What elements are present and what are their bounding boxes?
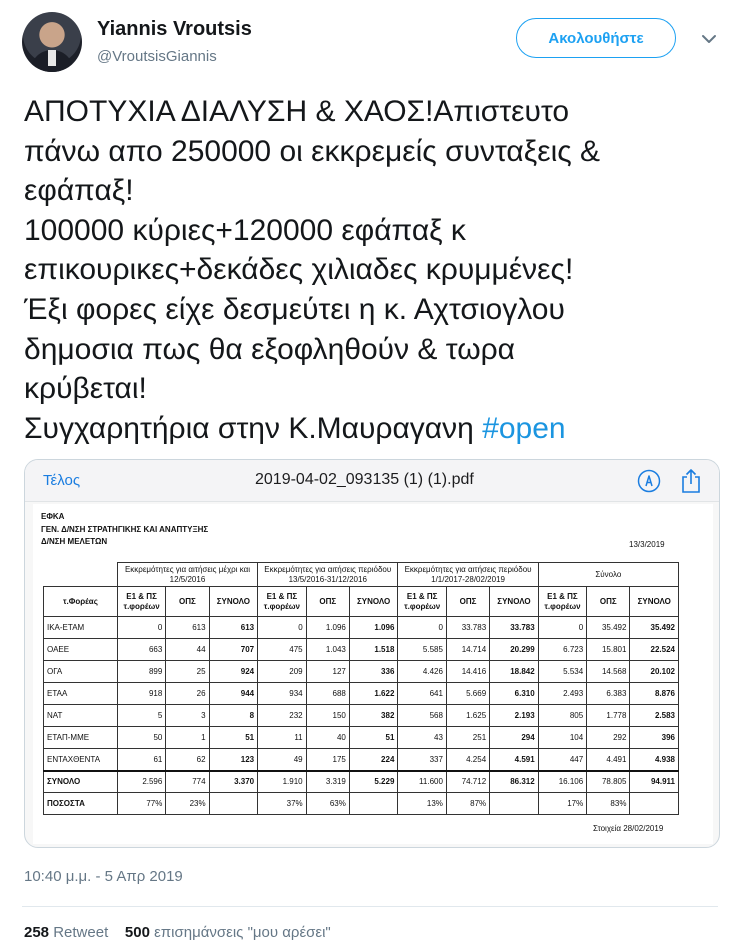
tweet-line: Έξι φορες είχε δεσμεύτει η κ. Αχτσιογλου (24, 292, 565, 326)
table-group-header-row (44, 563, 679, 587)
column-header: ΟΠΣ (166, 587, 209, 617)
table-row (44, 771, 679, 793)
table-row (44, 639, 679, 661)
table-cell: 292 (587, 727, 630, 749)
table-cell: 224 (349, 749, 398, 771)
column-header: ΣΥΝΟΛΟ (209, 587, 258, 617)
pdf-filename: 2019-04-02_093135 (1) (1).pdf (255, 471, 474, 488)
table-cell: 641 (398, 683, 447, 705)
column-header: Ε1 & ΠΣ τ.φορέων (117, 587, 166, 617)
column-header: τ.Φορέας (44, 587, 118, 617)
table-cell: 5.669 (446, 683, 489, 705)
table-cell: 44 (166, 639, 209, 661)
table-cell: 17% (538, 793, 587, 815)
tweet-line: επικουρικες+δεκάδες χιλιαδες κρυμμένες! (24, 253, 574, 287)
table-cell: 40 (306, 727, 349, 749)
tweet-timestamp[interactable]: 10:40 μ.μ. - 5 Απρ 2019 (24, 868, 183, 885)
row-label: ΠΟΣΟΣΤΑ (44, 793, 118, 815)
column-header: ΣΥΝΟΛΟ (490, 587, 539, 617)
column-header: ΟΠΣ (446, 587, 489, 617)
table-cell: 2.596 (117, 771, 166, 793)
table-cell: 3 (166, 705, 209, 727)
table-cell (209, 793, 258, 815)
row-label: ΕΝΤΑΧΘΕΝΤΑ (44, 749, 118, 771)
table-cell: 25 (166, 661, 209, 683)
table-cell: 74.712 (446, 771, 489, 793)
table-cell: 14.416 (446, 661, 489, 683)
table-cell: 51 (349, 727, 398, 749)
chevron-down-icon[interactable] (698, 28, 720, 50)
tweet-line: εφάπαξ! (24, 174, 134, 208)
table-cell: 123 (209, 749, 258, 771)
table-cell: 14.568 (587, 661, 630, 683)
table-cell: 396 (630, 727, 679, 749)
table-cell: 1 (166, 727, 209, 749)
table-cell: 87% (446, 793, 489, 815)
table-body (44, 617, 679, 815)
row-label: ΣΥΝΟΛΟ (44, 771, 118, 793)
table-cell: 805 (538, 705, 587, 727)
row-label: ΕΤΑΑ (44, 683, 118, 705)
tweet-line: 100000 κύριες+120000 εφάπαξ κ (24, 213, 466, 247)
table-cell: 33.783 (490, 617, 539, 639)
table-cell: 83% (587, 793, 630, 815)
done-button[interactable]: Τέλος (43, 472, 81, 489)
display-name[interactable]: Yiannis Vroutsis (97, 18, 252, 40)
retweet-count[interactable]: 258 (24, 924, 50, 941)
like-count[interactable]: 500 (124, 924, 150, 941)
table-cell: 175 (306, 749, 349, 771)
table-cell: 63% (306, 793, 349, 815)
table-cell: 774 (166, 771, 209, 793)
hashtag-link[interactable]: #open (482, 411, 566, 445)
group-header: Εκκρεμότητες για αιτήσεις μέχρι και 12/5/2016 (117, 563, 257, 587)
pdf-image[interactable] (24, 459, 720, 848)
table-cell: 78.805 (587, 771, 630, 793)
table-cell: 2.193 (490, 705, 539, 727)
markup-pen-icon[interactable] (637, 469, 661, 493)
row-label: ΙΚΑ-ΕΤΑΜ (44, 617, 118, 639)
table-cell: 50 (117, 727, 166, 749)
tweet-line-last (24, 409, 724, 449)
row-label: ΕΤΑΠ-ΜΜΕ (44, 727, 118, 749)
tweet-stats (24, 924, 331, 941)
table-cell: 232 (258, 705, 307, 727)
table-cell: 26 (166, 683, 209, 705)
pdf-sheet (33, 504, 713, 844)
row-label: ΟΓΑ (44, 661, 118, 683)
pdf-toolbar (25, 460, 719, 502)
group-header: Εκκρεμότητες για αιτήσεις περιόδου 13/5/2016-31/12/2016 (258, 563, 398, 587)
tweet-line: κρύβεται! (24, 372, 147, 406)
table-cell: 0 (117, 617, 166, 639)
table-row (44, 661, 679, 683)
table-cell: 3.319 (306, 771, 349, 793)
table-cell: 899 (117, 661, 166, 683)
table-cell: 382 (349, 705, 398, 727)
table-cell: 77% (117, 793, 166, 815)
table-cell: 49 (258, 749, 307, 771)
row-label: ΝΑΤ (44, 705, 118, 727)
table-cell: 1.625 (446, 705, 489, 727)
column-header: ΣΥΝΟΛΟ (630, 587, 679, 617)
table-cell: 0 (398, 617, 447, 639)
table-cell: 336 (349, 661, 398, 683)
table-cell: 14.714 (446, 639, 489, 661)
table-cell: 11.600 (398, 771, 447, 793)
table-cell: 0 (258, 617, 307, 639)
table-cell: 104 (538, 727, 587, 749)
table-row (44, 617, 679, 639)
table-cell: 1.622 (349, 683, 398, 705)
table-cell: 20.102 (630, 661, 679, 683)
table-cell: 1.096 (349, 617, 398, 639)
table-cell: 5 (117, 705, 166, 727)
table-cell: 33.783 (446, 617, 489, 639)
table-cell: 707 (209, 639, 258, 661)
table-cell: 1.043 (306, 639, 349, 661)
table-cell: 23% (166, 793, 209, 815)
table-cell: 16.106 (538, 771, 587, 793)
table-cell: 35.492 (630, 617, 679, 639)
tweet-header (22, 12, 722, 74)
table-cell: 209 (258, 661, 307, 683)
table-cell: 61 (117, 749, 166, 771)
table-cell: 918 (117, 683, 166, 705)
table-cell: 5.585 (398, 639, 447, 661)
table-cell: 4.591 (490, 749, 539, 771)
org-line: Δ/ΝΣΗ ΜΕΛΕΤΩΝ (41, 537, 108, 546)
tweet-line-text: Συγχαρητήρια στην Κ.Μαυραγανη (24, 411, 483, 445)
table-cell: 15.801 (587, 639, 630, 661)
tweet-line: δημοσια πως θα εξοφληθούν & τωρα (24, 332, 516, 366)
table-cell: 251 (446, 727, 489, 749)
table-cell: 13% (398, 793, 447, 815)
table-cell: 8 (209, 705, 258, 727)
org-line: ΓΕΝ. Δ/ΝΣΗ ΣΤΡΑΤΗΓΙΚΗΣ ΚΑΙ ΑΝΑΠΤΥΞΗΣ (41, 525, 209, 534)
table-cell: 1.910 (258, 771, 307, 793)
column-header: ΟΠΣ (587, 587, 630, 617)
table-cell: 0 (538, 617, 587, 639)
table-cell: 688 (306, 683, 349, 705)
table-cell: 568 (398, 705, 447, 727)
table-cell: 150 (306, 705, 349, 727)
report-date: 13/3/2019 (629, 540, 665, 549)
avatar[interactable] (22, 12, 82, 72)
table-row (44, 749, 679, 771)
table-row (44, 727, 679, 749)
table-cell: 8.876 (630, 683, 679, 705)
table-cell: 337 (398, 749, 447, 771)
avatar-shirt (48, 50, 56, 66)
data-date-footnote: Στοιχεία 28/02/2019 (593, 824, 664, 833)
org-line: ΕΦΚΑ (41, 512, 65, 521)
table-cell: 294 (490, 727, 539, 749)
table-cell: 43 (398, 727, 447, 749)
table-cell: 4.938 (630, 749, 679, 771)
follow-button[interactable]: Ακολουθήστε (516, 18, 676, 58)
divider (22, 906, 718, 907)
table-cell: 5.534 (538, 661, 587, 683)
table-cell: 62 (166, 749, 209, 771)
row-label: ΟΑΕΕ (44, 639, 118, 661)
table-cell: 934 (258, 683, 307, 705)
tweet-line: ΑΠΟΤΥΧΙΑ ΔΙΑΛΥΣΗ & ΧΑΟΣ!Απιστευτο (24, 95, 570, 128)
table-cell: 94.911 (630, 771, 679, 793)
table-cell: 4.491 (587, 749, 630, 771)
table-cell: 944 (209, 683, 258, 705)
table-cell: 447 (538, 749, 587, 771)
table-cell: 2.493 (538, 683, 587, 705)
table-cell (490, 793, 539, 815)
table-cell: 35.492 (587, 617, 630, 639)
share-icon[interactable] (680, 468, 702, 494)
table-cell: 18.842 (490, 661, 539, 683)
table-corner (44, 563, 118, 587)
table-row (44, 793, 679, 815)
like-label[interactable]: επισημάνσεις "μου αρέσει" (154, 924, 331, 941)
table-cell: 1.518 (349, 639, 398, 661)
column-header: Ε1 & ΠΣ τ.φορέων (258, 587, 307, 617)
table-cell: 20.299 (490, 639, 539, 661)
table-cell: 5.229 (349, 771, 398, 793)
table-sub-header-row (44, 587, 679, 617)
table-cell: 6.723 (538, 639, 587, 661)
user-handle[interactable]: @VroutsisGiannis (97, 48, 217, 65)
column-header: Ε1 & ΠΣ τ.φορέων (398, 587, 447, 617)
column-header: Ε1 & ΠΣ τ.φορέων (538, 587, 587, 617)
table-cell: 924 (209, 661, 258, 683)
table-cell: 475 (258, 639, 307, 661)
table-cell: 663 (117, 639, 166, 661)
table-cell: 3.370 (209, 771, 258, 793)
table-row (44, 683, 679, 705)
table-cell (630, 793, 679, 815)
table-cell: 2.583 (630, 705, 679, 727)
group-header: Εκκρεμότητες για αιτήσεις περιόδου 1/1/2017-28/02/2019 (398, 563, 538, 587)
table-cell: 1.096 (306, 617, 349, 639)
table-cell: 51 (209, 727, 258, 749)
table-cell: 4.254 (446, 749, 489, 771)
table-cell: 613 (209, 617, 258, 639)
table-cell: 37% (258, 793, 307, 815)
table-cell: 6.310 (490, 683, 539, 705)
table-cell: 86.312 (490, 771, 539, 793)
tweet-text (24, 92, 724, 448)
table-cell: 1.778 (587, 705, 630, 727)
column-header: ΣΥΝΟΛΟ (349, 587, 398, 617)
table-cell: 22.524 (630, 639, 679, 661)
table-cell: 613 (166, 617, 209, 639)
retweet-label[interactable]: Retweet (53, 924, 109, 941)
tweet-line: πάνω απο 250000 οι εκκρεμείς συνταξεις & (24, 134, 601, 168)
table-row (44, 705, 679, 727)
table-cell: 4.426 (398, 661, 447, 683)
table-cell (349, 793, 398, 815)
table-cell: 6.383 (587, 683, 630, 705)
pending-pensions-table (43, 562, 679, 815)
table-cell: 127 (306, 661, 349, 683)
table-cell: 11 (258, 727, 307, 749)
column-header: ΟΠΣ (306, 587, 349, 617)
group-header: Σύνολο (538, 563, 678, 587)
